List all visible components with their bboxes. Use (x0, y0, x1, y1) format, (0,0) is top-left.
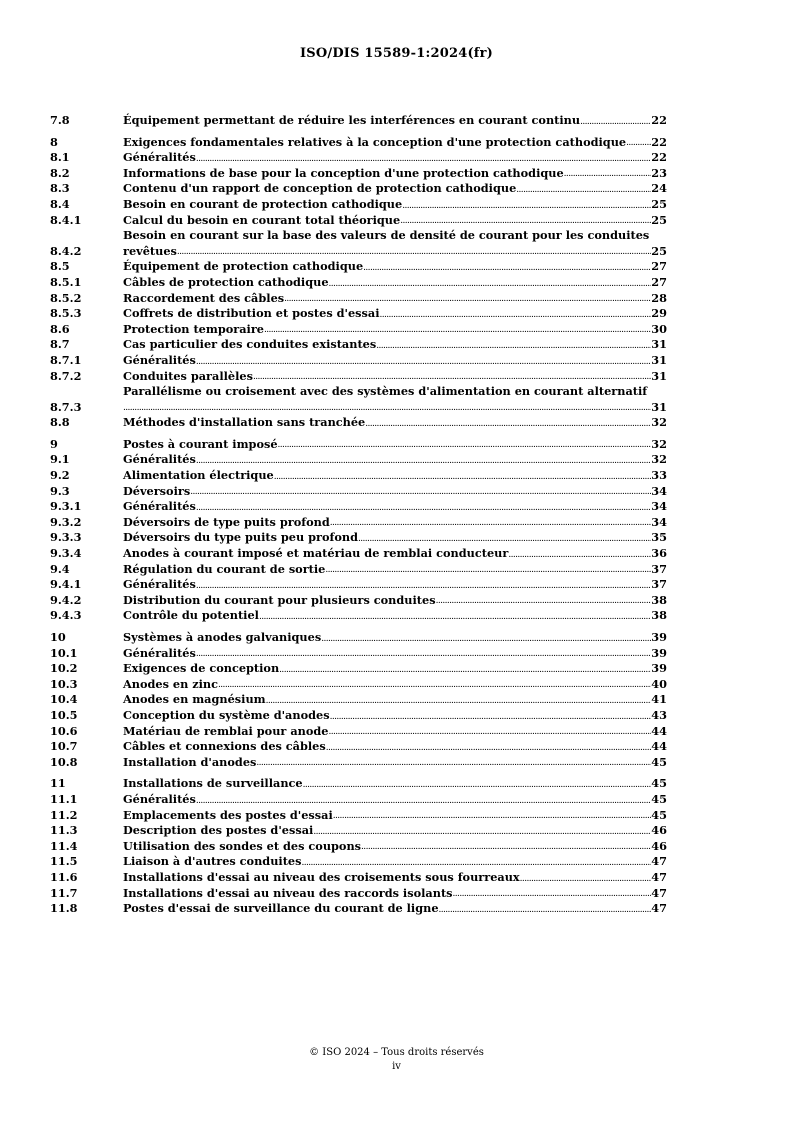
toc-entry-page: 22 (651, 113, 667, 127)
toc-entry-number: 9.3.4 (50, 546, 82, 561)
toc-leader-dots (358, 533, 651, 546)
toc-entry-number: 8.5.2 (50, 290, 82, 305)
toc-leader-dots (326, 742, 652, 755)
toc-entry-title: Description des postes d'essai (123, 823, 314, 838)
toc-entry-page: 43 (651, 707, 667, 722)
toc-entry-number: 11.6 (50, 869, 78, 884)
toc-entry[interactable] (50, 562, 667, 578)
toc-entry-title: Systèmes à anodes galvaniques (123, 630, 322, 644)
toc-entry[interactable] (50, 484, 667, 500)
toc-entry[interactable] (50, 259, 667, 275)
toc-entry-page: 35 (651, 530, 667, 545)
toc-leader-dots (402, 200, 651, 213)
toc-entry[interactable] (50, 384, 667, 415)
toc-entry-number: 9.4 (50, 561, 70, 576)
toc-entry-title: Régulation du courant de sortie (123, 561, 326, 576)
toc-entry[interactable] (50, 437, 667, 453)
toc-entry-title: Généralités (123, 452, 196, 467)
toc-entry[interactable] (50, 724, 667, 740)
toc-entry-title: Généralités (123, 352, 196, 367)
toc-leader-dots (196, 795, 651, 808)
toc-leader-dots (123, 402, 651, 415)
toc-entry-title-continuation: revêtues (123, 243, 177, 258)
toc-leader-dots (330, 517, 652, 530)
toc-entry-page: 22 (651, 150, 667, 165)
toc-entry-title: Anodes à courant imposé et matériau de remblai conducteur (123, 546, 509, 561)
toc-entry-title: Postes d'essai de surveillance du courant de ligne (123, 901, 439, 916)
toc-leader-dots (325, 564, 651, 577)
toc-leader-dots (380, 309, 652, 322)
toc-entry[interactable] (50, 839, 667, 855)
toc-entry-number: 11.7 (50, 885, 78, 900)
toc-entry-number: 10.6 (50, 723, 78, 738)
toc-entry-page: 27 (651, 274, 667, 289)
toc-entry-page: 31 (651, 352, 667, 367)
toc-entry-number: 11 (50, 776, 66, 791)
toc-entry[interactable] (50, 353, 667, 369)
toc-entry-number: 10.7 (50, 739, 78, 754)
toc-leader-dots (259, 611, 651, 624)
toc-entry-title: Coffrets de distribution et postes d'essai (123, 306, 380, 321)
toc-entry-number: 8.3 (50, 181, 70, 196)
toc-leader-dots (363, 262, 651, 275)
toc-entry-number: 8.6 (50, 321, 70, 336)
toc-entry-number: 8.5.3 (50, 306, 82, 321)
toc-entry-page: 32 (651, 415, 667, 430)
toc-entry-page: 25 (651, 212, 667, 227)
toc-entry-title: Emplacements des postes d'essai (123, 807, 333, 822)
toc-entry[interactable] (50, 113, 667, 129)
toc-entry-page: 33 (651, 468, 667, 483)
toc-entry[interactable] (50, 452, 667, 468)
toc-entry-title: Liaison à d'autres conduites (123, 854, 302, 869)
toc-entry[interactable] (50, 181, 667, 197)
toc-entry-page: 34 (651, 514, 667, 529)
toc-entry[interactable] (50, 886, 667, 902)
toc-entry-title: Anodes en zinc (123, 676, 219, 691)
toc-entry-page: 34 (651, 499, 667, 514)
toc-entry-title: Exigences de conception (123, 661, 280, 676)
toc-leader-dots (278, 439, 652, 452)
toc-leader-dots (400, 215, 651, 228)
toc-entry[interactable] (50, 515, 667, 531)
toc-leader-dots (333, 810, 652, 823)
toc-entry-number: 8.2 (50, 165, 70, 180)
toc-entry-title: Distribution du courant pour plusieurs conduites (123, 592, 436, 607)
toc-entry[interactable] (50, 661, 667, 677)
toc-entry-page: 34 (651, 483, 667, 498)
toc-entry-number: 8.7.1 (50, 352, 82, 367)
toc-entry-title: Contenu d'un rapport de conception de protection cathodique (123, 181, 517, 196)
toc-leader-dots (328, 726, 651, 739)
toc-entry-title: Équipement de protection cathodique (123, 259, 364, 274)
toc-entry[interactable] (50, 275, 667, 291)
toc-entry-page: 30 (651, 321, 667, 336)
toc-entry-title: Installation d'anodes (123, 754, 257, 769)
toc-leader-dots (453, 888, 652, 901)
toc-entry[interactable] (50, 708, 667, 724)
toc-entry-page: 46 (651, 823, 667, 838)
toc-entry-page: 29 (651, 306, 667, 321)
toc-entry-number: 9.4.2 (50, 592, 82, 607)
toc-entry-number: 9.4.3 (50, 608, 82, 623)
toc-entry-page: 47 (651, 885, 667, 900)
toc-entry-page: 31 (651, 368, 667, 383)
toc-entry-number: 9.3 (50, 483, 70, 498)
toc-leader-dots (177, 246, 651, 259)
copyright-notice: © ISO 2024 – Tous droits réservés (309, 1047, 484, 1058)
toc-entry[interactable] (50, 228, 667, 259)
toc-entry[interactable] (50, 739, 667, 755)
toc-entry-title: Exigences fondamentales relatives à la conception d'une protection cathodique (123, 134, 627, 149)
toc-entry-title: Alimentation électrique (123, 468, 274, 483)
toc-entry[interactable] (50, 646, 667, 662)
toc-entry-number: 9.4.1 (50, 577, 82, 592)
toc-entry-page: 32 (651, 452, 667, 467)
toc-entry-page: 45 (651, 791, 667, 806)
toc-entry-number: 10.2 (50, 661, 78, 676)
toc-entry-number: 10.8 (50, 754, 78, 769)
toc-entry-title: Équipement permettant de réduire les interférences en courant continu (123, 113, 581, 127)
toc-entry-number: 8.4 (50, 196, 70, 211)
toc-leader-dots (301, 857, 651, 870)
toc-entry-page: 46 (651, 838, 667, 853)
toc-entry-title: Postes à courant imposé (123, 436, 278, 451)
toc-leader-dots (516, 184, 651, 197)
toc-leader-dots (626, 137, 651, 150)
toc-entry-title: Câbles et connexions des câbles (123, 739, 326, 754)
toc-entry-title: Généralités (123, 791, 196, 806)
toc-entry-number: 8.1 (50, 150, 70, 165)
toc-entry[interactable] (50, 150, 667, 166)
page-number: iv (392, 1061, 401, 1072)
toc-entry-number: 10 (50, 630, 66, 644)
toc-entry-number: 11.3 (50, 823, 78, 838)
toc-entry[interactable] (50, 530, 667, 546)
toc-entry-title: Installations d'essai au niveau des raccords isolants (123, 885, 453, 900)
toc-entry-number: 8.7.3 (50, 399, 82, 414)
toc-leader-dots (313, 826, 651, 839)
toc-entry-title: Besoin en courant sur la base des valeurs de densité de courant pour les conduites (123, 228, 650, 243)
toc-entry-number: 10.4 (50, 692, 78, 707)
toc-entry-title: Méthodes d'installation sans tranchée (123, 415, 366, 430)
toc-entry-title: Généralités (123, 150, 196, 165)
toc-entry-page: 45 (651, 776, 667, 791)
toc-leader-dots (279, 664, 651, 677)
toc-entry-number: 8.7.2 (50, 368, 82, 383)
toc-entry-number: 8.4.2 (50, 243, 82, 258)
toc-entry[interactable] (50, 692, 667, 708)
toc-leader-dots (196, 580, 651, 593)
toc-entry[interactable] (50, 415, 667, 431)
toc-entry-page: 40 (651, 676, 667, 691)
toc-entry-number: 8 (50, 134, 58, 149)
toc-entry-page: 36 (651, 546, 667, 561)
toc-entry-page: 39 (651, 630, 667, 644)
toc-entry-title: Contrôle du potentiel (123, 608, 259, 623)
toc-entry-title: Raccordement des câbles (123, 290, 285, 305)
toc-leader-dots (253, 371, 651, 384)
toc-entry[interactable] (50, 369, 667, 385)
toc-entry[interactable] (50, 901, 667, 917)
toc-leader-dots (439, 904, 652, 917)
toc-entry[interactable] (50, 166, 667, 182)
toc-entry-number: 11.1 (50, 791, 78, 806)
toc-entry-title: Cas particulier des conduites existantes (123, 337, 377, 352)
toc-entry-title: Généralités (123, 645, 196, 660)
toc-leader-dots (196, 455, 651, 468)
toc-entry-title: Anodes en magnésium (123, 692, 266, 707)
toc-entry-page: 31 (651, 399, 667, 414)
toc-leader-dots (321, 633, 651, 646)
toc-leader-dots (196, 502, 651, 515)
toc-entry-page: 45 (651, 807, 667, 822)
toc-leader-dots (256, 757, 651, 770)
toc-entry-title: Installations d'essai au niveau des croisements sous fourreaux (123, 869, 520, 884)
toc-entry-page: 47 (651, 869, 667, 884)
toc-entry-number: 9.3.3 (50, 530, 82, 545)
toc-entry-number: 11.2 (50, 807, 78, 822)
toc-entry-title: Protection temporaire (123, 321, 264, 336)
toc-entry[interactable] (50, 291, 667, 307)
toc-entry[interactable] (50, 337, 667, 353)
toc-entry-number: 11.8 (50, 901, 78, 916)
toc-entry-page: 27 (651, 259, 667, 274)
toc-entry-number: 8.5.1 (50, 274, 82, 289)
table-of-contents (50, 113, 667, 917)
toc-leader-dots (520, 873, 652, 886)
toc-entry-number: 10.5 (50, 707, 78, 722)
toc-entry-title: Informations de base pour la conception d'une protection cathodique (123, 165, 564, 180)
toc-entry-page: 23 (651, 165, 667, 180)
toc-entry-page: 47 (651, 901, 667, 916)
page-footer (0, 1046, 793, 1074)
toc-leader-dots (508, 549, 651, 562)
toc-entry[interactable] (50, 468, 667, 484)
toc-leader-dots (376, 340, 651, 353)
toc-entry-title: Installations de surveillance (123, 776, 303, 791)
toc-entry-page: 44 (651, 723, 667, 738)
toc-entry-page: 32 (651, 436, 667, 451)
toc-entry[interactable] (50, 322, 667, 338)
toc-leader-dots (264, 324, 651, 337)
toc-entry-page: 24 (651, 181, 667, 196)
toc-leader-dots (274, 471, 652, 484)
toc-entry-title: Déversoirs de type puits profond (123, 514, 330, 529)
toc-entry-title: Conception du système d'anodes (123, 707, 330, 722)
toc-entry-page: 45 (651, 754, 667, 769)
toc-entry-number: 11.4 (50, 838, 78, 853)
toc-entry[interactable] (50, 677, 667, 693)
toc-entry[interactable] (50, 197, 667, 213)
toc-entry-page: 22 (651, 134, 667, 149)
toc-entry[interactable] (50, 792, 667, 808)
toc-entry-title: Calcul du besoin en courant total théorique (123, 212, 401, 227)
toc-entry-title: Matériau de remblai pour anode (123, 723, 329, 738)
toc-entry-number: 9 (50, 436, 58, 451)
toc-entry-page: 28 (651, 290, 667, 305)
toc-entry-title: Besoin en courant de protection cathodique (123, 196, 403, 211)
toc-entry-title: Généralités (123, 577, 196, 592)
toc-leader-dots (218, 679, 651, 692)
toc-entry-title: Généralités (123, 499, 196, 514)
toc-entry-page: 41 (651, 692, 667, 707)
toc-entry-page: 25 (651, 243, 667, 258)
toc-leader-dots (266, 695, 652, 708)
toc-entry[interactable] (50, 755, 667, 771)
toc-leader-dots (361, 841, 651, 854)
toc-entry-page: 38 (651, 592, 667, 607)
toc-entry-page: 38 (651, 608, 667, 623)
toc-leader-dots (365, 418, 651, 431)
toc-entry-title: Utilisation des sondes et des coupons (123, 838, 362, 853)
toc-leader-dots (564, 168, 652, 181)
toc-entry-number: 10.3 (50, 676, 78, 691)
toc-entry-title: Parallélisme ou croisement avec des systèmes d'alimentation en courant alternatif (123, 384, 648, 399)
toc-leader-dots (196, 356, 651, 369)
toc-entry-number: 10.1 (50, 645, 78, 660)
toc-entry[interactable] (50, 499, 667, 515)
toc-entry[interactable] (50, 577, 667, 593)
toc-entry-number: 8.4.1 (50, 212, 82, 227)
toc-entry-number: 8.5 (50, 259, 70, 274)
toc-leader-dots (580, 116, 651, 129)
toc-leader-dots (196, 648, 651, 661)
toc-entry-page: 25 (651, 196, 667, 211)
toc-entry-number: 9.1 (50, 452, 70, 467)
toc-entry[interactable] (50, 213, 667, 229)
toc-leader-dots (329, 278, 652, 291)
toc-entry-number: 9.3.1 (50, 499, 82, 514)
toc-leader-dots (436, 595, 652, 608)
toc-entry[interactable] (50, 776, 667, 792)
toc-entry[interactable] (50, 808, 667, 824)
toc-leader-dots (284, 293, 651, 306)
toc-entry[interactable] (50, 854, 667, 870)
toc-entry[interactable] (50, 823, 667, 839)
toc-entry-number: 9.3.2 (50, 514, 82, 529)
toc-entry-page: 44 (651, 739, 667, 754)
toc-entry-number: 7.8 (50, 113, 70, 127)
toc-leader-dots (190, 486, 651, 499)
toc-entry-number: 11.5 (50, 854, 78, 869)
toc-entry[interactable] (50, 593, 667, 609)
toc-entry-title: Déversoirs du type puits peu profond (123, 530, 359, 545)
toc-entry[interactable] (50, 306, 667, 322)
toc-leader-dots (330, 711, 652, 724)
toc-entry-title: Câbles de protection cathodique (123, 274, 329, 289)
toc-entry[interactable] (50, 546, 667, 562)
toc-entry-title: Déversoirs (123, 483, 191, 498)
toc-entry-page: 37 (651, 577, 667, 592)
toc-entry-title: Conduites parallèles (123, 368, 253, 383)
toc-entry-number: 8.7 (50, 337, 70, 352)
toc-entry-page: 39 (651, 661, 667, 676)
toc-entry[interactable] (50, 870, 667, 886)
toc-entry[interactable] (50, 608, 667, 624)
toc-leader-dots (196, 153, 651, 166)
page-header: ISO/DIS 15589-1:2024(fr) (299, 46, 493, 61)
toc-leader-dots (303, 779, 652, 792)
toc-entry-number: 9.2 (50, 468, 70, 483)
toc-entry[interactable] (50, 630, 667, 646)
toc-entry-page: 31 (651, 337, 667, 352)
toc-entry-page: 39 (651, 645, 667, 660)
toc-entry-page: 37 (651, 561, 667, 576)
toc-entry-page: 47 (651, 854, 667, 869)
toc-entry[interactable] (50, 135, 667, 151)
toc-entry-number: 8.8 (50, 415, 70, 430)
